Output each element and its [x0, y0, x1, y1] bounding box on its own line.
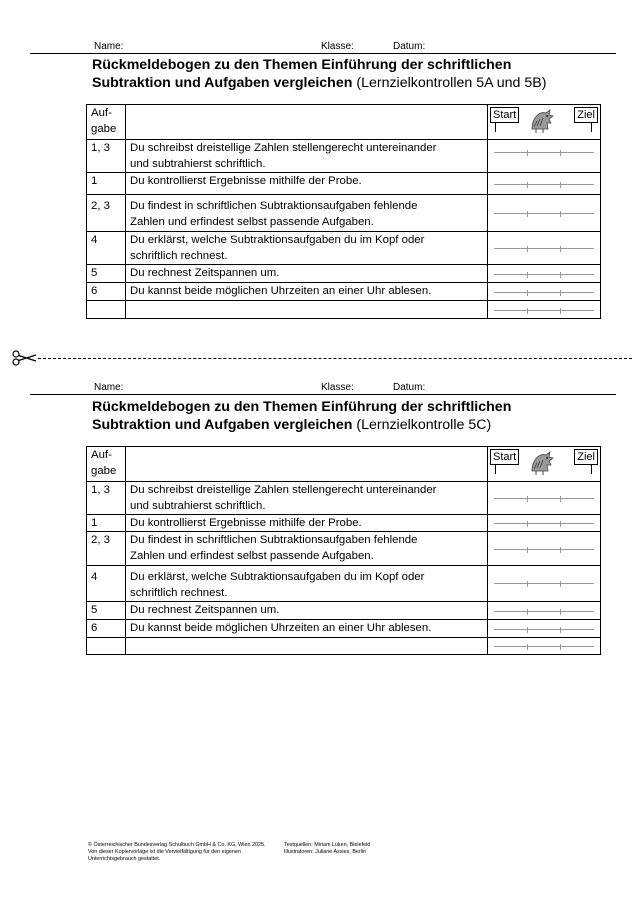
task-number: 4	[87, 232, 126, 265]
task-number: 1	[87, 173, 126, 195]
table-row	[87, 265, 601, 283]
table-row	[87, 283, 601, 301]
progress-track[interactable]	[488, 283, 601, 301]
task-number: 2, 3	[87, 195, 126, 232]
class-label: Klasse:	[321, 41, 354, 52]
goal-text-1: Du kannst beide möglichen Uhrzeiten an einer Uhr ablesen.	[130, 622, 432, 634]
progress-track[interactable]	[488, 173, 601, 195]
header-rule	[30, 394, 616, 395]
copyright-line-1: © Österreichischer Bundesverlag Schulbuch GmbH & Co. KG, Wien 2025.	[88, 842, 266, 848]
goal-text-1: Du rechnest Zeitspannen um.	[130, 604, 280, 616]
start-label: Start	[490, 449, 519, 465]
credits	[284, 842, 370, 856]
hedgehog-icon	[528, 449, 556, 477]
title-line-1: Rückmeldebogen zu den Themen Einführung der schriftlichen	[92, 57, 512, 73]
goal-text-2: und subtrahierst schriftlich.	[130, 500, 266, 512]
progress-track[interactable]	[488, 265, 601, 283]
text-sources: Textquellen: Miriam Lüken, Bielefeld	[284, 842, 371, 848]
goal-text-1: Du erklärst, welche Subtraktionsaufgaben du im Kopf oder	[130, 234, 425, 246]
header-rule	[30, 53, 616, 54]
task-number: 6	[87, 620, 126, 638]
name-label: Name:	[94, 41, 124, 52]
task-number: 4	[87, 566, 126, 602]
table-row	[87, 566, 601, 602]
goal-text-1: Du kontrollierst Ergebnisse mithilfe der Probe.	[130, 517, 362, 529]
goal-text-1: Du erklärst, welche Subtraktionsaufgaben du im Kopf oder	[130, 571, 425, 583]
table-row	[87, 515, 601, 532]
table-header-row	[87, 105, 601, 140]
goal-text-2: schriftlich rechnest.	[130, 250, 228, 262]
title-suffix: (Lernzielkontrolle 5C)	[356, 417, 492, 433]
progress-track[interactable]	[488, 566, 601, 602]
table-row	[87, 620, 601, 638]
goal-label: Ziel	[574, 107, 598, 123]
progress-track[interactable]	[488, 638, 601, 655]
start-label: Start	[490, 107, 519, 123]
date-label: Datum:	[393, 41, 426, 52]
progress-track[interactable]	[488, 532, 601, 566]
task-header-1: Auf-	[91, 449, 112, 461]
task-number: 1	[87, 515, 126, 532]
goal-text-1: Du schreibst dreistellige Zahlen stellengerecht untereinander	[130, 142, 437, 154]
task-number: 6	[87, 283, 126, 301]
task-number: 5	[87, 265, 126, 283]
progress-track[interactable]	[488, 140, 601, 173]
title-line-1: Rückmeldebogen zu den Themen Einführung der schriftlichen	[92, 399, 512, 415]
title-line-2: Subtraktion und Aufgaben vergleichen	[92, 417, 353, 433]
goal-text-1: Du findest in schriftlichen Subtraktionsaufgaben fehlende	[130, 200, 418, 212]
goal-text-1: Du rechnest Zeitspannen um.	[130, 267, 280, 279]
title-line-2: Subtraktion und Aufgaben vergleichen	[92, 75, 353, 91]
table-row	[87, 140, 601, 173]
page-title	[92, 398, 622, 434]
task-number: 1, 3	[87, 140, 126, 173]
table-row	[87, 638, 601, 655]
task-header-1: Auf-	[91, 107, 112, 119]
task-header-2: gabe	[91, 123, 117, 135]
progress-track[interactable]	[488, 620, 601, 638]
table-header-row	[87, 447, 601, 482]
class-label: Klasse:	[321, 382, 354, 393]
progress-track[interactable]	[488, 515, 601, 532]
task-header-2: gabe	[91, 465, 117, 477]
table-row	[87, 532, 601, 566]
goal-text-2: und subtrahierst schriftlich.	[130, 158, 266, 170]
goal-text-2: Zahlen und erfindest selbst passende Aufgaben.	[130, 216, 374, 228]
copyright-notice	[88, 842, 265, 863]
goal-text-1: Du kannst beide möglichen Uhrzeiten an einer Uhr ablesen.	[130, 285, 432, 297]
progress-track[interactable]	[488, 301, 601, 319]
date-label: Datum:	[393, 382, 426, 393]
illustrators: Illustratoren: Juliane Assies, Berlin	[284, 849, 367, 855]
cut-line	[12, 353, 632, 365]
goal-text-1: Du findest in schriftlichen Subtraktionsaufgaben fehlende	[130, 534, 418, 546]
table-row	[87, 482, 601, 515]
goal-text-2: Zahlen und erfindest selbst passende Aufgaben.	[130, 550, 374, 562]
task-number: 5	[87, 602, 126, 620]
table-row	[87, 232, 601, 265]
table-row	[87, 301, 601, 319]
task-number: 1, 3	[87, 482, 126, 515]
table-row	[87, 602, 601, 620]
copyright-line-3: Unterrichtsgebrauch gestattet.	[88, 856, 161, 862]
hedgehog-icon	[528, 107, 556, 135]
feedback-table	[86, 104, 601, 319]
title-suffix: (Lernzielkontrollen 5A und 5B)	[356, 75, 547, 91]
progress-track[interactable]	[488, 482, 601, 515]
name-label: Name:	[94, 382, 124, 393]
progress-track[interactable]	[488, 602, 601, 620]
progress-track[interactable]	[488, 195, 601, 232]
page-title	[92, 56, 622, 92]
copyright-line-2: Von dieser Kopiervorlage ist die Vervielfältigung für den eigenen	[88, 849, 241, 855]
goal-label: Ziel	[574, 449, 598, 465]
table-row	[87, 173, 601, 195]
table-row	[87, 195, 601, 232]
task-number: 2, 3	[87, 532, 126, 566]
progress-track[interactable]	[488, 232, 601, 265]
goal-text-1: Du kontrollierst Ergebnisse mithilfe der Probe.	[130, 175, 362, 187]
goal-text-1: Du schreibst dreistellige Zahlen stellengerecht untereinander	[130, 484, 437, 496]
goal-text-2: schriftlich rechnest.	[130, 587, 228, 599]
scissors-icon	[12, 350, 38, 366]
feedback-table	[86, 446, 601, 655]
